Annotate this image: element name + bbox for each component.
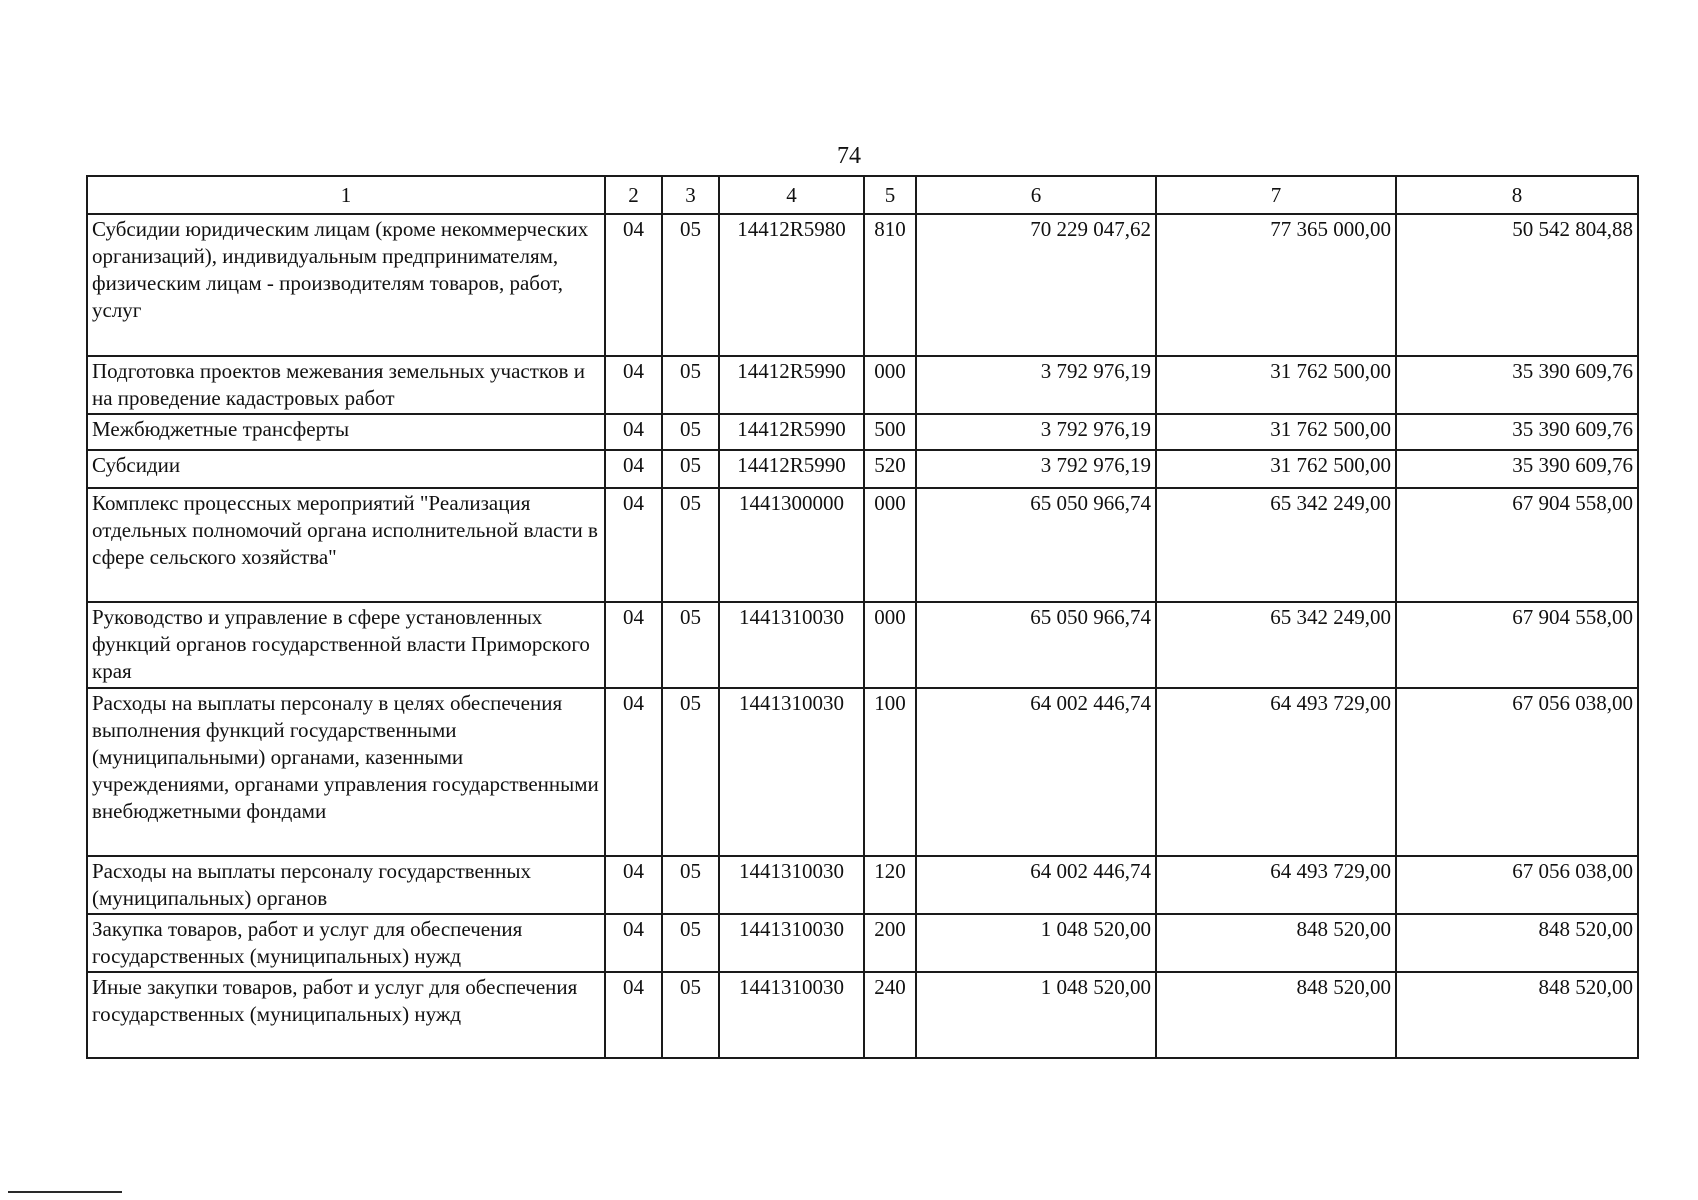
column-header: 2 — [605, 176, 662, 214]
table-row — [87, 914, 1638, 972]
column-header: 4 — [719, 176, 864, 214]
section-code: 04 — [605, 414, 662, 450]
target-article-code: 1441310030 — [719, 972, 864, 1058]
expense-name: Субсидии — [87, 450, 605, 488]
subsection-code: 05 — [662, 688, 719, 856]
section-code: 04 — [605, 214, 662, 356]
target-article-code: 14412R5990 — [719, 414, 864, 450]
amount-col8: 67 904 558,00 — [1396, 602, 1638, 688]
amount-col7: 31 762 500,00 — [1156, 414, 1396, 450]
target-article-code: 1441310030 — [719, 602, 864, 688]
expense-type-code: 100 — [864, 688, 916, 856]
subsection-code: 05 — [662, 214, 719, 356]
page-number: 74 — [837, 143, 861, 169]
expense-name: Субсидии юридическим лицам (кроме некоммерческих организаций), индивидуальным предпринимателям, физическим лицам - производителям товаров, работ, услуг — [87, 214, 605, 356]
section-code: 04 — [605, 488, 662, 602]
column-header: 3 — [662, 176, 719, 214]
expense-type-code: 240 — [864, 972, 916, 1058]
table-row — [87, 488, 1638, 602]
subsection-code: 05 — [662, 356, 719, 414]
amount-col6: 3 792 976,19 — [916, 414, 1156, 450]
expense-type-code: 520 — [864, 450, 916, 488]
column-number-row — [87, 176, 1638, 214]
section-code: 04 — [605, 856, 662, 914]
amount-col6: 70 229 047,62 — [916, 214, 1156, 356]
amount-col6: 3 792 976,19 — [916, 450, 1156, 488]
section-code: 04 — [605, 602, 662, 688]
target-article-code: 1441310030 — [719, 914, 864, 972]
table-row — [87, 972, 1638, 1058]
section-code: 04 — [605, 450, 662, 488]
column-header: 1 — [87, 176, 605, 214]
subsection-code: 05 — [662, 488, 719, 602]
amount-col8: 35 390 609,76 — [1396, 356, 1638, 414]
target-article-code: 1441310030 — [719, 856, 864, 914]
expense-type-code: 120 — [864, 856, 916, 914]
amount-col7: 65 342 249,00 — [1156, 602, 1396, 688]
subsection-code: 05 — [662, 450, 719, 488]
amount-col8: 67 904 558,00 — [1396, 488, 1638, 602]
expense-type-code: 200 — [864, 914, 916, 972]
subsection-code: 05 — [662, 914, 719, 972]
target-article-code: 1441310030 — [719, 688, 864, 856]
table-row — [87, 450, 1638, 488]
section-code: 04 — [605, 914, 662, 972]
expense-name: Расходы на выплаты персоналу государственных (муниципальных) органов — [87, 856, 605, 914]
expense-type-code: 000 — [864, 356, 916, 414]
expense-name: Руководство и управление в сфере установленных функций органов государственной власти Приморского края — [87, 602, 605, 688]
amount-col7: 31 762 500,00 — [1156, 450, 1396, 488]
amount-col6: 1 048 520,00 — [916, 914, 1156, 972]
expense-name: Подготовка проектов межевания земельных участков и на проведение кадастровых работ — [87, 356, 605, 414]
subsection-code: 05 — [662, 414, 719, 450]
subsection-code: 05 — [662, 972, 719, 1058]
target-article-code: 14412R5990 — [719, 450, 864, 488]
amount-col6: 64 002 446,74 — [916, 688, 1156, 856]
expense-type-code: 810 — [864, 214, 916, 356]
amount-col6: 1 048 520,00 — [916, 972, 1156, 1058]
amount-col8: 50 542 804,88 — [1396, 214, 1638, 356]
column-header: 8 — [1396, 176, 1638, 214]
amount-col7: 65 342 249,00 — [1156, 488, 1396, 602]
column-header: 5 — [864, 176, 916, 214]
amount-col8: 35 390 609,76 — [1396, 414, 1638, 450]
expense-type-code: 000 — [864, 488, 916, 602]
amount-col7: 848 520,00 — [1156, 972, 1396, 1058]
table-row — [87, 414, 1638, 450]
amount-col8: 848 520,00 — [1396, 972, 1638, 1058]
amount-col6: 65 050 966,74 — [916, 602, 1156, 688]
target-article-code: 1441300000 — [719, 488, 864, 602]
table-row — [87, 602, 1638, 688]
amount-col6: 3 792 976,19 — [916, 356, 1156, 414]
amount-col8: 848 520,00 — [1396, 914, 1638, 972]
expense-name: Межбюджетные трансферты — [87, 414, 605, 450]
section-code: 04 — [605, 356, 662, 414]
expense-name: Расходы на выплаты персоналу в целях обеспечения выполнения функций государственными (муниципальными) органами, казенными учреждениями, органами управления государственными внебюджетными фондами — [87, 688, 605, 856]
amount-col8: 67 056 038,00 — [1396, 856, 1638, 914]
target-article-code: 14412R5990 — [719, 356, 864, 414]
section-code: 04 — [605, 688, 662, 856]
amount-col7: 77 365 000,00 — [1156, 214, 1396, 356]
amount-col6: 64 002 446,74 — [916, 856, 1156, 914]
amount-col8: 35 390 609,76 — [1396, 450, 1638, 488]
table-row — [87, 856, 1638, 914]
amount-col7: 64 493 729,00 — [1156, 856, 1396, 914]
budget-table — [86, 175, 1639, 1059]
subsection-code: 05 — [662, 856, 719, 914]
subsection-code: 05 — [662, 602, 719, 688]
column-header: 6 — [916, 176, 1156, 214]
footer-rule — [8, 1191, 122, 1193]
expense-name: Комплекс процессных мероприятий "Реализация отдельных полномочий органа исполнительной власти в сфере сельского хозяйства" — [87, 488, 605, 602]
expense-name: Иные закупки товаров, работ и услуг для обеспечения государственных (муниципальных) нужд — [87, 972, 605, 1058]
expense-type-code: 500 — [864, 414, 916, 450]
amount-col6: 65 050 966,74 — [916, 488, 1156, 602]
amount-col7: 64 493 729,00 — [1156, 688, 1396, 856]
table-row — [87, 356, 1638, 414]
target-article-code: 14412R5980 — [719, 214, 864, 356]
expense-name: Закупка товаров, работ и услуг для обеспечения государственных (муниципальных) нужд — [87, 914, 605, 972]
amount-col8: 67 056 038,00 — [1396, 688, 1638, 856]
table-row — [87, 688, 1638, 856]
column-header: 7 — [1156, 176, 1396, 214]
amount-col7: 848 520,00 — [1156, 914, 1396, 972]
section-code: 04 — [605, 972, 662, 1058]
amount-col7: 31 762 500,00 — [1156, 356, 1396, 414]
table-row — [87, 214, 1638, 356]
expense-type-code: 000 — [864, 602, 916, 688]
